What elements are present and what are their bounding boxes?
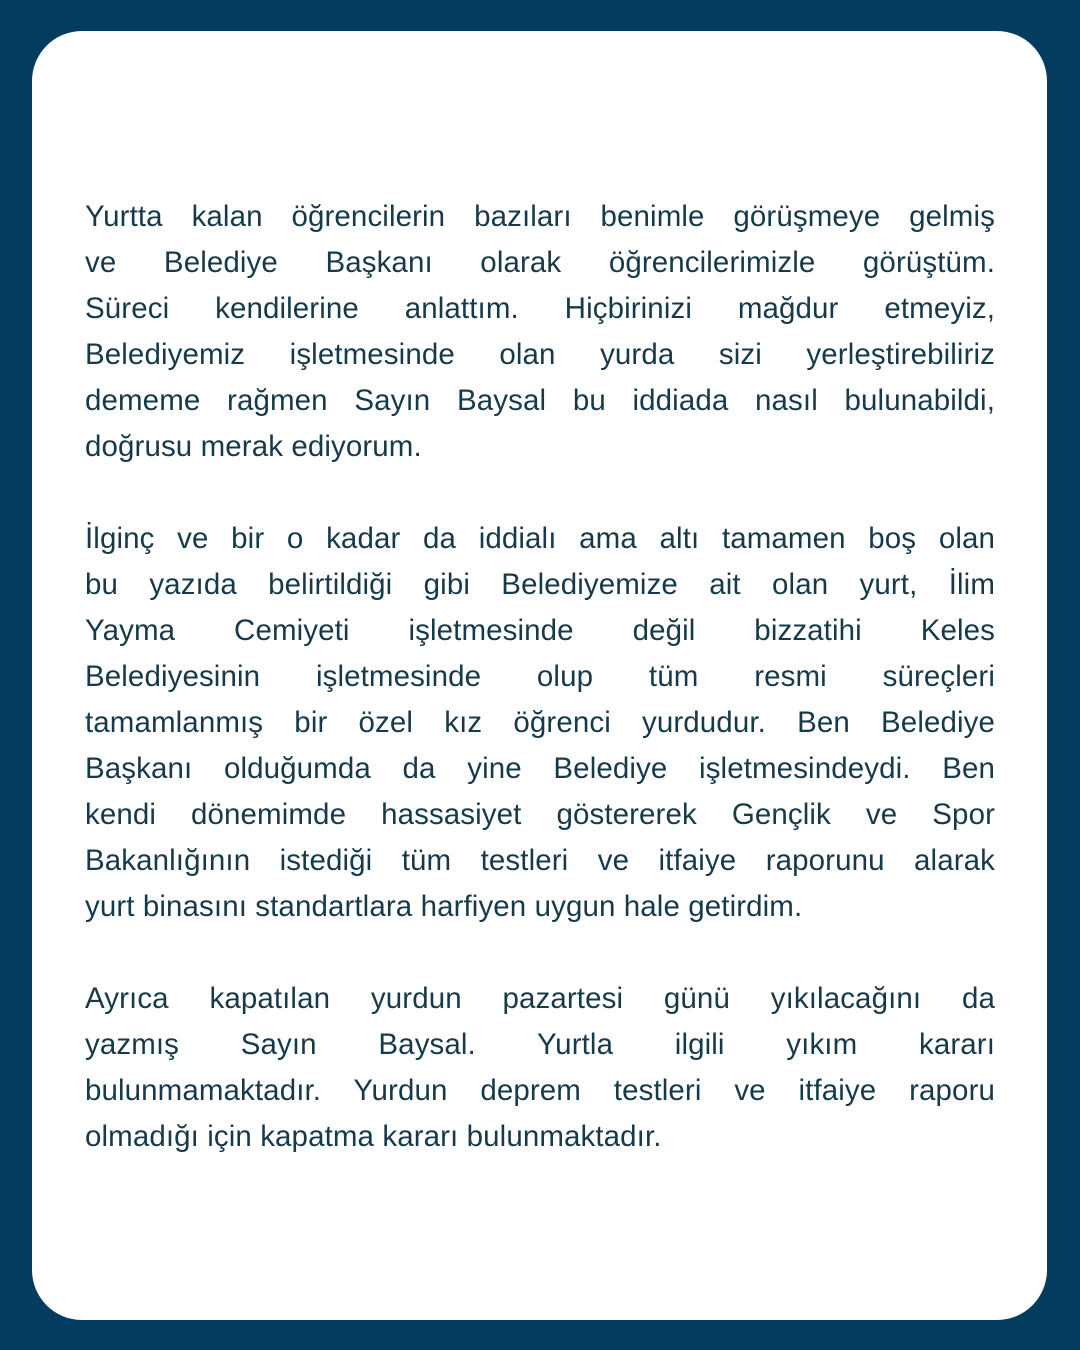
content-card [32,31,1047,1320]
text-line: yurt binasını standartlara harfiyen uygun hale getirdim. [85,890,803,923]
text-line: olmadığı için kapatma kararı bulunmaktadır. [85,1120,662,1153]
text-line: Başkanı olduğumda da yine Belediye işletmesindeydi. Ben [85,752,995,785]
text-line: Süreci kendilerine anlattım. Hiçbirinizi mağdur etmeyiz, [85,292,995,325]
text-line: Belediyesinin işletmesinde olup tüm resmi süreçleri [85,660,995,693]
text-line: Yayma Cemiyeti işletmesinde değil bizzatihi Keles [85,614,995,647]
text-line: doğrusu merak ediyorum. [85,430,422,463]
text-line: Ayrıca kapatılan yurdun pazartesi günü yıkılacağını da [85,982,995,1015]
text-line: yazmış Sayın Baysal. Yurtla ilgili yıkım kararı [85,1028,995,1061]
text-line: dememe rağmen Sayın Baysal bu iddiada nasıl bulunabildi, [85,384,995,417]
text-line: İlginç ve bir o kadar da iddialı ama altı tamamen boş olan [85,522,995,555]
text-line: tamamlanmış bir özel kız öğrenci yurdudur. Ben Belediye [85,706,995,739]
text-line: Bakanlığının istediği tüm testleri ve itfaiye raporunu alarak [85,844,995,877]
statement-text [85,194,995,1206]
text-line: bulunmamaktadır. Yurdun deprem testleri ve itfaiye raporu [85,1074,995,1107]
paragraph-2 [85,516,995,930]
paragraph-1 [85,194,995,470]
text-line: ve Belediye Başkanı olarak öğrencilerimizle görüştüm. [85,246,995,279]
text-line: Yurtta kalan öğrencilerin bazıları benimle görüşmeye gelmiş [85,200,995,233]
text-line: Belediyemiz işletmesinde olan yurda sizi yerleştirebiliriz [85,338,995,371]
text-line: bu yazıda belirtildiği gibi Belediyemize ait olan yurt, İlim [85,568,995,601]
paragraph-3 [85,976,995,1160]
text-line: kendi dönemimde hassasiyet göstererek Gençlik ve Spor [85,798,995,831]
